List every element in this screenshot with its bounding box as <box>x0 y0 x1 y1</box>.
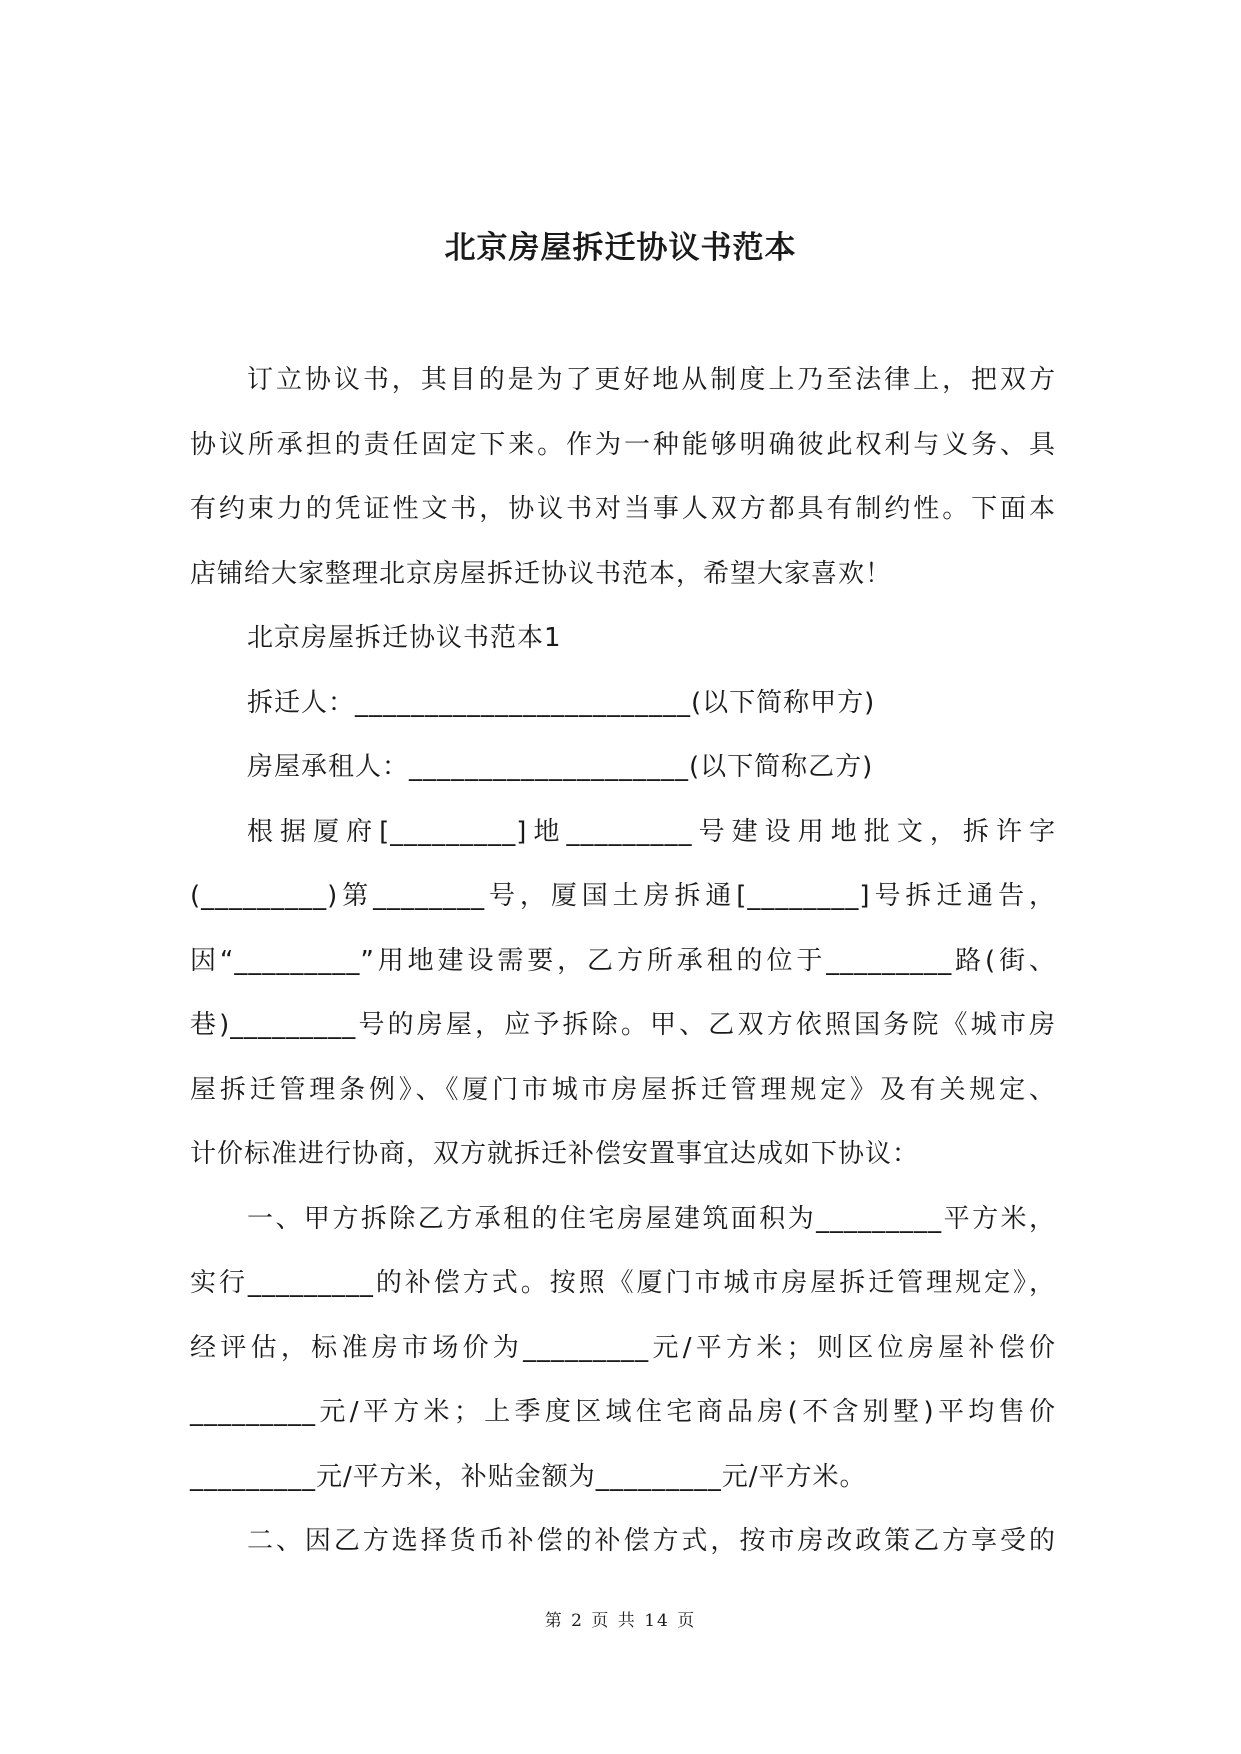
paragraph-line: 协议所承担的责任固定下来。作为一种能够明确彼此权利与义务、具 <box>190 429 1056 460</box>
document-title: 北京房屋拆迁协议书范本 <box>444 230 797 266</box>
paragraph-line: (_________)第________号，厦国土房拆通[________]号拆迁通告， <box>190 881 1056 911</box>
paragraph-line: 一、甲方拆除乙方承租的住宅房屋建筑面积为_________平方米， <box>247 1203 1056 1234</box>
party-a-line: 拆迁人：________________________(以下简称甲方) <box>247 687 876 718</box>
paragraph-line: 屋拆迁管理条例》、《厦门市城市房屋拆迁管理规定》及有关规定、 <box>190 1074 1056 1105</box>
document-body <box>190 348 1056 1574</box>
party-b-line: 房屋承租人：____________________(以下简称乙方) <box>247 752 874 782</box>
paragraph-line: 店铺给大家整理北京房屋拆迁协议书范本，希望大家喜欢！ <box>190 558 893 589</box>
paragraph-line: 二、因乙方选择货币补偿的补偿方式，按市房改政策乙方享受的 <box>247 1526 1056 1556</box>
paragraph-line: 根据厦府[_________]地_________号建设用地批文，拆许字 <box>247 816 1056 847</box>
paragraph-line: 经评估，标准房市场价为_________元/平方米；则区位房屋补偿价 <box>190 1332 1056 1363</box>
paragraph-line: 计价标准进行协商，双方就拆迁补偿安置事宜达成如下协议： <box>190 1139 920 1169</box>
page-number: 第 2 页 共 14 页 <box>544 1611 697 1631</box>
paragraph-line: 订立协议书，其目的是为了更好地从制度上乃至法律上，把双方 <box>247 365 1056 395</box>
section-heading: 北京房屋拆迁协议书范本1 <box>247 623 562 653</box>
paragraph-line: _________元/平方米；上季度区域住宅商品房(不含别墅)平均售价 <box>190 1397 1056 1427</box>
paragraph-line: 有约束力的凭证性文书，协议书对当事人双方都具有制约性。下面本 <box>190 494 1056 524</box>
paragraph-line: _________元/平方米，补贴金额为_________元/平方米。 <box>190 1461 867 1492</box>
paragraph-line: 巷)_________号的房屋，应予拆除。甲、乙双方依照国务院《城市房 <box>190 1010 1056 1040</box>
paragraph-line: 实行_________的补偿方式。按照《厦门市城市房屋拆迁管理规定》， <box>190 1268 1056 1298</box>
paragraph-line: 因“_________”用地建设需要，乙方所承租的位于_________路(街、 <box>190 945 1056 976</box>
